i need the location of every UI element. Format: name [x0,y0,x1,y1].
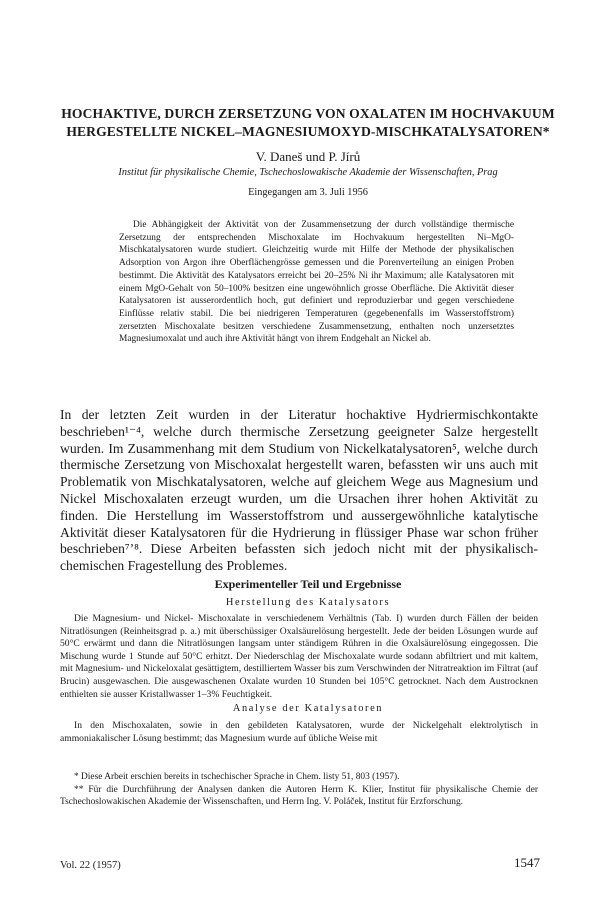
received-date: Eingegangen am 3. Juli 1956 [248,187,368,198]
authors: V. Daneš und P. Jírů [255,149,361,164]
section-heading: Experimenteller Teil und Ergebnisse [214,577,402,591]
footnote-1: * Diese Arbeit erschien bereits in tschechischer Sprache in Chem. listy 51, 803 (1957). [74,772,400,782]
paper-title [48,105,568,141]
introduction-paragraph: In der letzten Zeit wurden in der Literatur hochaktive Hydriermischkontakte beschrieben¹⁻⁴, welche durch thermische Zersetzung geeigneter Salze hergestellt wurden. Im Zusammenhang mit dem Studium von Nickelkatalysatoren⁵, welche durch thermische Zersetzung von Mischoxalat hergestellt waren, befassten wir uns auch mit Problematik von Mischkatalysatoren, welche auf gleichem Wege aus Magnesium und Nickel Mischoxalaten erzeugt wurden, um die Ursachen ihrer hohen Aktivität zu finden. Die Herstellung im Wasserstoffstrom und aussergewöhnliche katalytische Aktivität dieser Katalysatoren für die Hydrierung in flüssiger Phase war schon früher beschrieben⁷ʼ⁸. Diese Arbeiten befassten sich jedoch nicht mit der physikalisch-chemischen Fragestellung des Problemes. [60,407,538,574]
subsection-heading-analysis: Analyse der Katalysatoren [232,703,384,714]
page-number: 1547 [514,855,540,870]
subsection-heading-preparation: Herstellung des Katalysators [225,597,391,608]
title-line-2: HERGESTELLTE NICKEL–MAGNESIUMOXYD-MISCHKATALYSATOREN* [66,124,550,139]
preparation-paragraph: Die Magnesium- und Nickel- Mischoxalate in verschiedenem Verhältnis (Tab. I) wurden durch Fällen der beiden Nitratlösungen (Reinheitsgrad p. a.) mit überschüssiger Oxalsäurelösung hergestellt. Jede der beiden Lösungen wurde auf 50°C erwärmt und dann die Nitratlösungen langsam unter ständigem Rühren in die Oxalsäurelösung eingegossen. Die Mischung wurde 1 Stunde auf 50°C erhitzt. Der Niederschlag der Mischoxalate wurde sodann abfiltriert und mit kaltem, mit Magnesium- und Nickeloxalat gesättigtem, destilliertem Wasser bis zum Verschwinden der Nitratreaktion im Filtrat (auf Brucin) ausgewaschen. Die ausgewaschenen Oxalate wurden 10 Stunden bei 105°C getrocknet. Nach dem Austrocknen enthielten sie ausser Kristallwasser 1–3% Feuchtigkeit. [60,613,538,700]
analysis-paragraph: In den Mischoxalaten, sowie in den gebildeten Katalysatoren, wurde der Nickelgehalt elektrolytisch in ammoniakalischer Lösung bestimmt; das Magnesium wurde auf übliche Weise mit [60,720,538,744]
footnote-2: ** Für die Durchführung der Analysen danken die Autoren Herrn K. Klier, Institut für physikalische Chemie der Tschechoslowakischen Akademie der Wissenschaften, und Herrn Ing. V. Poláček, Institut für Erzforschung. [60,785,538,808]
abstract: Die Abhängigkeit der Aktivität von der Zusammensetzung der durch vollständige thermische Zersetzung der entsprechenden Mischoxalate im Hochvakuum hergestellten Ni–MgO-Mischkatalysatoren wurde studiert. Gleichzeitig wurde mit Hilfe der Methode der physikalischen Adsorption von Argon ihre Oberflächengrösse gemessen und die Porenverteilung an einigen Proben bestimmt. Die Aktivität des Katalysators erreicht bei 20–25% Ni ihr Maximum; alle Katalysatoren mit einem MgO-Gehalt von 50–100% besitzen eine ungewöhnlich grosse Oberfläche. Die Aktivität dieser Katalysatoren ist ausserordentlich hoch, gut definiert und reproduzierbar und gegen verschiedene Einflüsse relativ stabil. Die bei niedrigeren Temperaturen (gegebenenfalls im Wasserstoffstrom) zersetzten Mischoxalate besitzen verschiedene Zusammensetzung, enthalten noch unzersetztes Magnesiumoxalat und auch ihre Aktivität hängt von ihrem Endgehalt an Nickel ab. [119,220,514,345]
institute: Institut für physikalische Chemie, Tschechoslowakische Akademie der Wissenschaften, Prag [118,167,498,178]
journal-volume: Vol. 22 (1957) [60,860,121,871]
title-line-1: HOCHAKTIVE, DURCH ZERSETZUNG VON OXALATEN IM HOCHVAKUUM [61,106,555,121]
